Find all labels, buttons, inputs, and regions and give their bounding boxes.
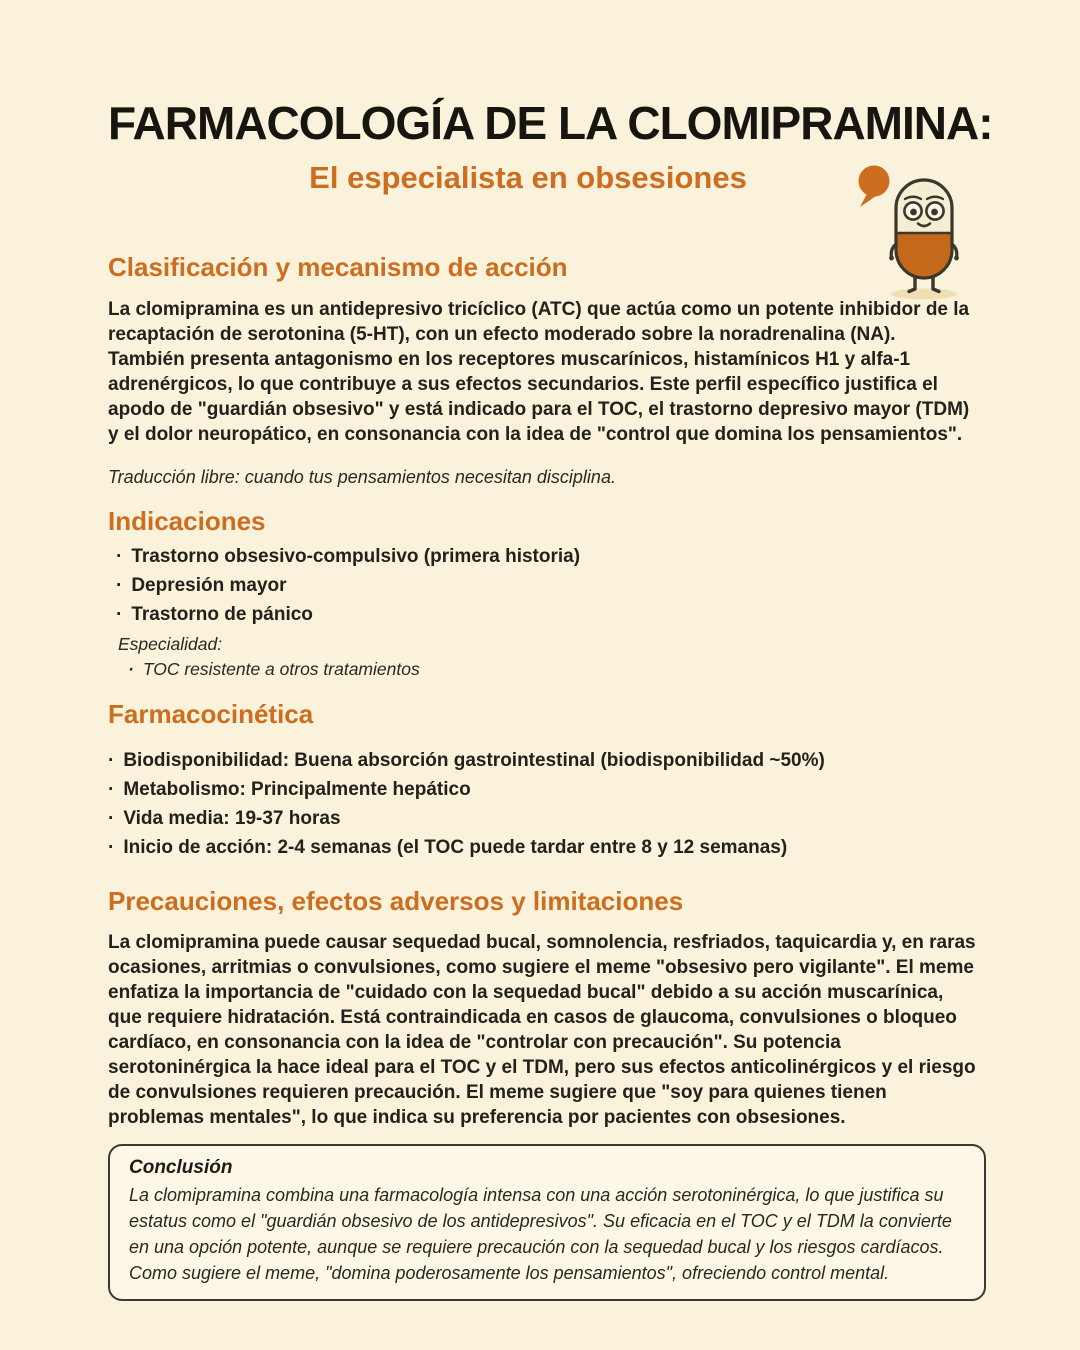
conclusion-body: La clomipramina combina una farmacología intensa con una acción serotoninérgica, lo que justifica su estatus como el "guardián obsesivo de los antidepresivos". Su eficacia en el TOC y el TDM la convierte en una opción potente, aunque se requiere precaución con la sequedad bucal y los riesgos cardíacos. Como sugiere el meme, "domina poderosamente los pensamientos", ofreciendo control mental. (129, 1185, 952, 1284)
classification-body: La clomipramina es un antidepresivo tricíclico (ATC) que actúa como un potente inhibidor de la recaptación de serotonina (5-HT), con un efecto moderado sobre la noradrenalina (NA). También presenta antagonismo en los receptores muscarínicos, histamínicos H1 y alfa-1 adrenérgicos, lo que contribuye a sus efectos secundarios. Este perfil específico justifica el apodo de "guardián obsesivo" y está indicado para el TOC, el trastorno depresivo mayor (TDM) y el dolor neuropático, en consonancia con la idea de "control que domina los pensamientos". (108, 299, 970, 446)
classification-heading: Clasificación y mecanismo de acción (108, 252, 568, 283)
page-header (108, 96, 993, 196)
pharmacokinetics-heading: Farmacocinética (108, 699, 314, 730)
section-indications (108, 506, 976, 681)
indications-list (108, 542, 976, 629)
specialty-list (118, 657, 976, 681)
list-item: · Metabolismo: Principalmente hepático (108, 775, 976, 804)
indications-heading: Indicaciones (108, 506, 266, 537)
precautions-body: La clomipramina puede causar sequedad bucal, somnolencia, resfriados, taquicardia y, en raras ocasiones, arritmias o convulsiones, como sugiere el meme "obsesivo pero vigilante". El meme enfatiza la importancia de "cuidado con la sequedad bucal" debido a su acción muscarínica, que requiere hidratación. Está contraindicada en casos de glaucoma, convulsiones o bloqueo cardíaco, en consonancia con la idea de "controlar con precaución". Su potencia serotoninérgica la hace ideal para el TOC y el TDM, pero sus efectos anticolinérgicos y el riesgo de convulsiones requieren precaución. El meme sugiere que "soy para quienes tienen problemas mentales", lo que indica su preferencia por pacientes con obsesiones. (108, 932, 976, 1129)
pharmacokinetics-list (108, 746, 976, 862)
page-subtitle: El especialista en obsesiones (309, 160, 747, 196)
list-item: · Trastorno obsesivo-compulsivo (primera historia) (116, 542, 976, 571)
list-item: · Inicio de acción: 2-4 semanas (el TOC puede tardar entre 8 y 12 semanas) (108, 833, 976, 862)
section-pharmacokinetics (108, 699, 976, 862)
precautions-heading: Precauciones, efectos adversos y limitaciones (108, 886, 684, 917)
section-precautions (108, 886, 976, 1130)
translation-note: Traducción libre: cuando tus pensamientos necesitan disciplina. (108, 467, 616, 488)
conclusion-box (108, 1144, 986, 1301)
conclusion-heading: Conclusión (129, 1157, 233, 1179)
list-item: · Vida media: 19-37 horas (108, 804, 976, 833)
section-classification (108, 252, 976, 488)
list-item: · TOC resistente a otros tratamientos (128, 657, 976, 681)
specialty-block (108, 634, 976, 681)
page-title: FARMACOLOGÍA DE LA CLOMIPRAMINA: (108, 97, 993, 149)
list-item: · Biodisponibilidad: Buena absorción gastrointestinal (biodisponibilidad ~50%) (108, 746, 976, 775)
list-item: · Trastorno de pánico (116, 600, 976, 629)
specialty-label: Especialidad: (118, 634, 223, 655)
list-item: · Depresión mayor (116, 571, 976, 600)
